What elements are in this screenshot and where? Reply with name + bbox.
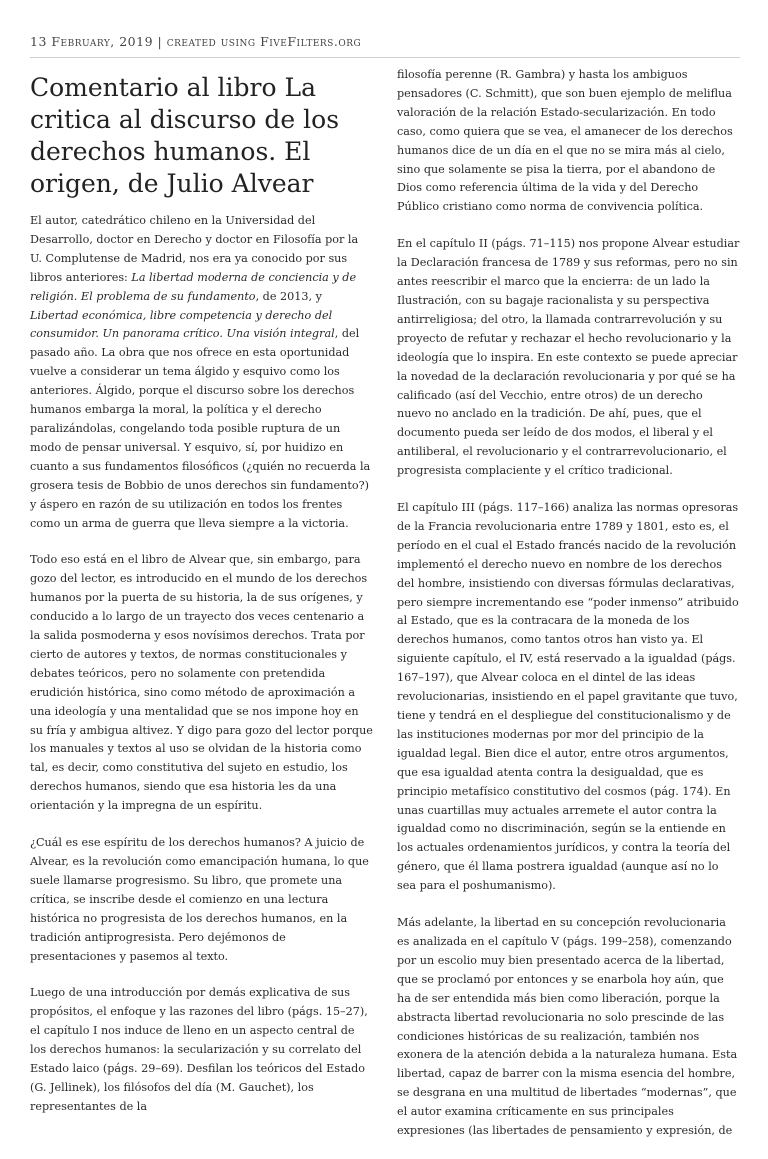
article-paragraph	[397, 914, 740, 1141]
article-paragraph	[397, 499, 740, 896]
article-paragraph	[397, 235, 740, 481]
article-paragraph	[30, 551, 373, 816]
header-separator: |	[157, 34, 163, 49]
left-paragraphs	[30, 212, 373, 1117]
article-column-left	[30, 66, 373, 1135]
article-title: Comentario al libro La critica al discurso de los derechos humanos. El origen, de Julio Alvear	[30, 73, 340, 198]
article-paragraph	[30, 212, 373, 533]
book-title-italic: Libertad económica, libre competencia y derecho del consumidor. Un panorama crítico. Una visión integral	[30, 308, 335, 341]
header-divider	[30, 57, 740, 58]
book-title-italic: La libertad moderna de conciencia y de religión. El problema de su fundamento	[30, 270, 357, 303]
paragraph-text: En el capítulo II (págs. 71–115) nos propone Alvear estudiar la Declaración francesa de 1789 y sus reformas, pero no sin antes reescribir el marco que la encierra: de un lado la Ilustración, con su bagaje racionalista y su perspectiva antirreligiosa; del otro, la llamada contrarrevolución y su proyecto de refutar y rechazar el hecho revolucionario y la ideología que lo inspira. En este contexto se puede apreciar la novedad de la declaración revolucionaria y por qué se ha calificado (así del Vecchio, entre otros) de un derecho nuevo no anclado en la tradición. De ahí, pues, que el documento pueda ser leído de dos modos, el liberal y el antiliberal, el revolucionario y el contrarrevolucionario, el progresista complaciente y el crítico tradicional.	[397, 237, 740, 478]
article-paragraph	[30, 834, 373, 966]
page-header	[30, 34, 740, 49]
right-paragraphs	[397, 66, 740, 1141]
paragraph-text: filosofía perenne (R. Gambra) y hasta los ambiguos pensadores (C. Schmitt), que son buen ejemplo de meliflua valoración de la relación Estado-secularización. En todo caso, como quiera que se vea, el amanecer de los derechos humanos dice de un día en el que no se mira más al cielo, sino que solamente se pisa la tierra, por el abandono de Dios como referencia última de la vida y del Derecho Público cristiano como norma de convivencia política.	[397, 68, 733, 214]
paragraph-text: , de 2013, y	[255, 289, 322, 303]
article-column-right	[397, 66, 740, 1159]
paragraph-text: ¿Cuál es ese espíritu de los derechos humanos? A juicio de Alvear, es la revolución como emancipación humana, lo que suele llamarse progresismo. Su libro, que promete una crítica, se inscribe desde el comienzo en una lectura histórica no progresista de los derechos humanos, en la tradición antiprogresista. Pero dejémonos de presentaciones y pasemos al texto.	[30, 836, 369, 963]
paragraph-text: Todo eso está en el libro de Alvear que, sin embargo, para gozo del lector, es introducido en el mundo de los derechos humanos por la puerta de su historia, la de sus orígenes, y conducido a lo largo de un trayecto dos veces centenario a la salida posmoderna y esos novísimos derechos. Trata por cierto de autores y textos, de normas constitucionales y debates teóricos, pero no solamente con pretendida erudición histórica, sino como método de aproximación a una ideología y una mentalidad que se nos impone hoy en su fría y ambigua altivez. Y digo para gozo del lector porque los manuales y textos al uso se olvidan de la historia como tal, es decir, como constitutiva del sujeto en estudio, los derechos humanos, siendo que esa historia les da una orientación y la impregna de un espíritu.	[30, 553, 373, 813]
header-date: 13 February, 2019	[30, 34, 154, 49]
article-paragraph	[30, 984, 373, 1116]
paragraph-text: , del pasado año. La obra que nos ofrece en esta oportunidad vuelve a considerar un tema álgido y esquivo como los anteriores. Álgido, porque el discurso sobre los derechos humanos embarga la moral, la política y el derecho paralizándolas, congelando toda posible ruptura de un modo de pensar universal. Y esquivo, sí, por huidizo en cuanto a sus fundamentos filosóficos (¿quién no recuerda la grosera tesis de Bobbio de unos derechos sin fundamento?) y áspero en razón de su utilización en todos los frentes como un arma de guerra que lleva siempre a la victoria.	[30, 327, 371, 530]
header-credit: created using FiveFilters.org	[166, 34, 362, 49]
paragraph-text: Más adelante, la libertad en su concepción revolucionaria es analizada en el capítulo V (págs. 199–258), comenzando por un escolio muy bien presentado acerca de la libertad, que se proclamó por entonces y se enarbola hoy aún, que ha de ser entendida más bien como liberación, porque la abstracta libertad revolucionaria no solo prescinde de las condiciones históricas de su realización, también nos exonera de la atención debida a la naturaleza humana. Esta libertad, capaz de barrer con la misma esencia del hombre, se desgrana en una multitud de libertades “modernas”, que el autor examina críticamente en sus principales expresiones (las libertades de pensamiento y expresión, de	[397, 916, 738, 1138]
paragraph-text: El autor, catedrático chileno en la Universidad del Desarrollo, doctor en Derecho y doctor en Filosofía por la U. Complutense de Madrid, nos era ya conocido por sus libros anteriores:	[30, 214, 359, 284]
article-paragraph	[397, 66, 740, 217]
paragraph-text: El capítulo III (págs. 117–166) analiza las normas opresoras de la Francia revolucionaria entre 1789 y 1801, esto es, el período en el cual el Estado francés nacido de la revolución implementó el derecho nuevo en nombre de los derechos del hombre, insistiendo con diversas fórmulas declarativas, pero siempre incrementando ese “poder inmenso” atribuido al Estado, que es la contracara de la moneda de los derechos humanos, como tantos otros han visto ya. El siguiente capítulo, el IV, está reservado a la igualdad (págs. 167–197), que Alvear coloca en el dintel de las ideas revolucionarias, insistiendo en el papel gravitante que tuvo, tiene y tendrá en el despliegue del constitucionalismo y de las instituciones modernas por mor del principio de la igualdad legal. Bien dice el autor, entre otros argumentos, que esa igualdad atenta contra la desigualdad, que es principio metafísico constitutivo del cosmos (pág. 174). En unas cuartillas muy actuales arremete el autor contra la igualdad como no discriminación, según se la entiende en los actuales ordenamientos jurídicos, y contra la teoría del género, que él llama postrera igualdad (aunque así no lo sea para el poshumanismo).	[397, 501, 739, 893]
paragraph-text: Luego de una introducción por demás explicativa de sus propósitos, el enfoque y las razones del libro (págs. 15–27), el capítulo I nos induce de lleno en un aspecto central de los derechos humanos: la secularización y su correlato del Estado laico (págs. 29–69). Desfilan los teóricos del Estado (G. Jellinek), los filósofos del día (M. Gauchet), los representantes de la	[30, 986, 368, 1113]
